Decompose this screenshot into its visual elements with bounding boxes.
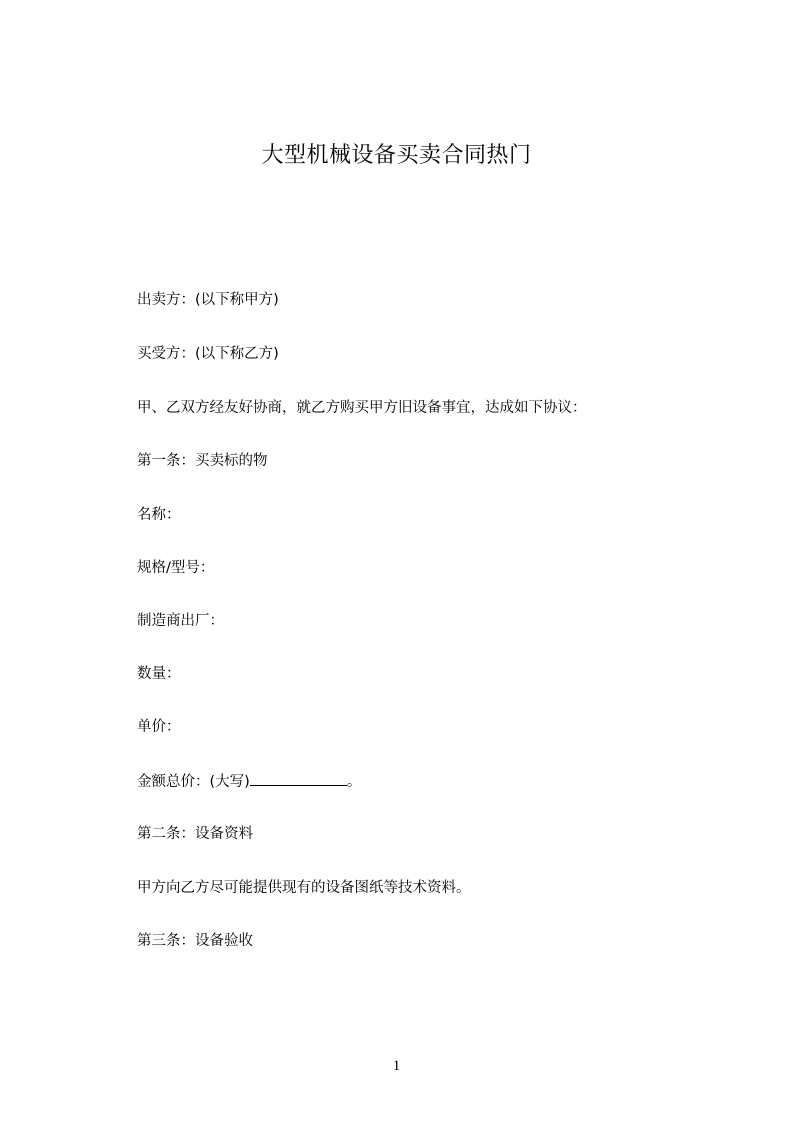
article-2-body: 甲方向乙方尽可能提供现有的设备图纸等技术资料。	[137, 880, 471, 896]
buyer-line: 买受方：(以下称乙方)	[137, 346, 279, 362]
total-price-line	[137, 771, 361, 792]
total-price-suffix: 。	[346, 774, 362, 790]
page-number: 1	[392, 1058, 401, 1074]
quantity-field-label: 数量：	[137, 666, 181, 682]
seller-line: 出卖方：(以下称甲方)	[137, 292, 279, 308]
name-field-label: 名称：	[137, 507, 181, 523]
manufacturer-field-label: 制造商出厂：	[137, 613, 224, 629]
article-3-heading: 第三条：设备验收	[137, 933, 253, 949]
total-price-blank	[250, 771, 347, 786]
unit-price-field-label: 单价：	[137, 719, 181, 735]
article-1-heading: 第一条：买卖标的物	[137, 453, 268, 469]
document-title: 大型机械设备买卖合同热门	[261, 143, 532, 168]
agreement-intro: 甲、乙双方经友好协商，就乙方购买甲方旧设备事宜，达成如下协议：	[137, 400, 587, 416]
model-field-label: 规格/型号：	[137, 560, 215, 576]
article-2-heading: 第二条：设备资料	[137, 826, 253, 842]
total-price-label: 金额总价：(大写)	[137, 774, 250, 790]
